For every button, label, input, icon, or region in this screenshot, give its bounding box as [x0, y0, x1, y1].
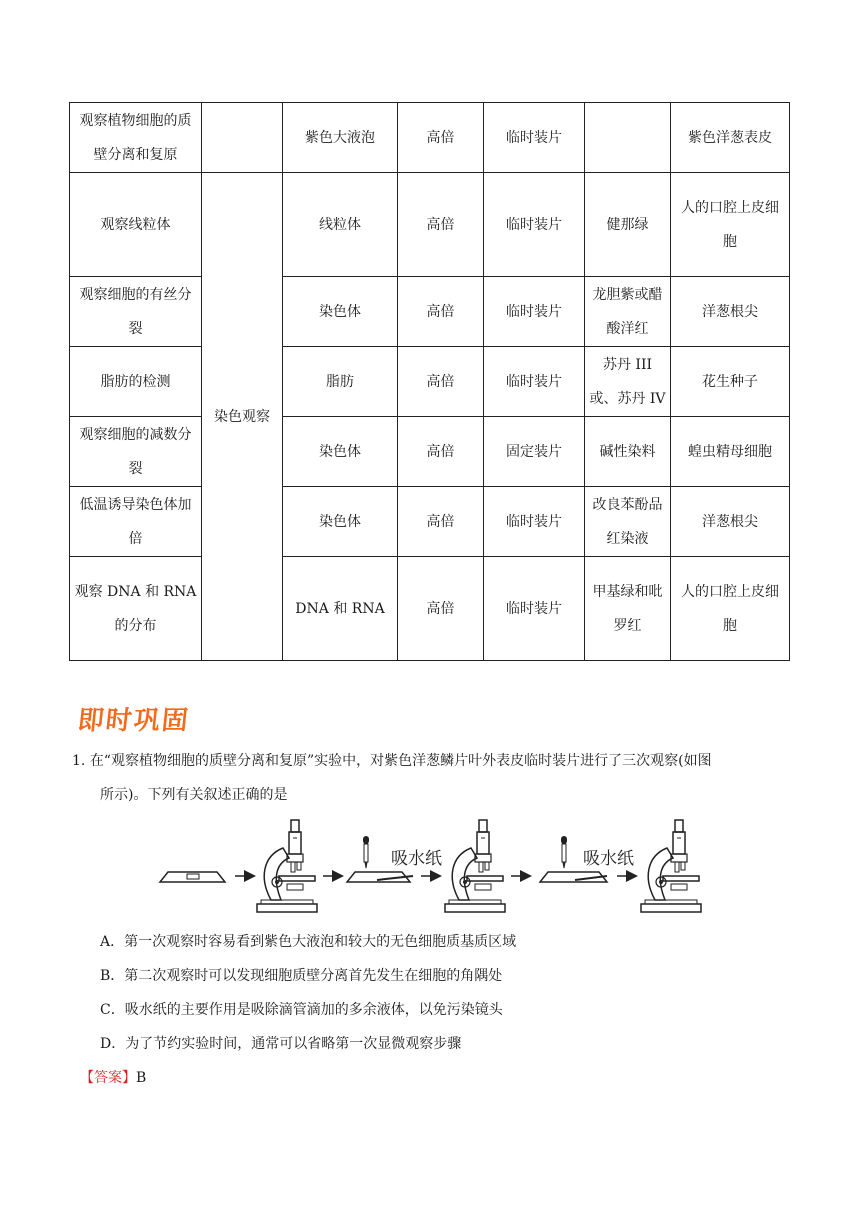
table-cell: 高倍: [398, 487, 484, 557]
table-cell: 观察 DNA 和 RNA 的分布: [70, 557, 202, 661]
table-row: [70, 347, 790, 417]
table-cell: 紫色大液泡: [283, 103, 398, 173]
question-stem: [72, 744, 792, 812]
table-cell: 高倍: [398, 347, 484, 417]
table-cell: 染色体: [283, 487, 398, 557]
table-row: [70, 487, 790, 557]
table-cell: 脂肪: [283, 347, 398, 417]
table-cell: 观察线粒体: [70, 173, 202, 277]
answer: [80, 1068, 146, 1088]
table-row: [70, 277, 790, 347]
table-cell: 人的口腔上皮细胞: [671, 557, 790, 661]
table-cell-merged-method: 染色观察: [202, 173, 283, 661]
table-cell: 临时装片: [484, 173, 585, 277]
table-cell: 高倍: [398, 277, 484, 347]
table-cell: 观察细胞的减数分裂: [70, 417, 202, 487]
dropper-icon: [363, 836, 369, 868]
question-line-1: 在“观察植物细胞的质壁分离和复原”实验中，对紫色洋葱鳞片叶外表皮临时装片进行了三次观察(如图: [89, 753, 712, 769]
table-cell: 临时装片: [484, 557, 585, 661]
dropper-icon: [561, 836, 567, 868]
table-cell: 花生种子: [671, 347, 790, 417]
table-cell: 人的口腔上皮细胞: [671, 173, 790, 277]
table-row: [70, 103, 790, 173]
table-cell: DNA 和 RNA: [283, 557, 398, 661]
option-c: C．吸水纸的主要作用是吸除滴管滴加的多余液体，以免污染镜头: [100, 1002, 503, 1018]
table-cell: 改良苯酚品红染液: [585, 487, 671, 557]
table-cell: 观察细胞的有丝分裂: [70, 277, 202, 347]
table-cell: 临时装片: [484, 277, 585, 347]
table-cell: 临时装片: [484, 103, 585, 173]
table-cell: 碱性染料: [585, 417, 671, 487]
table-cell: 高倍: [398, 173, 484, 277]
question-number: 1.: [72, 753, 86, 769]
table-cell: 临时装片: [484, 487, 585, 557]
table-cell: 固定装片: [484, 417, 585, 487]
experiment-table: [69, 102, 790, 661]
table-cell: 洋葱根尖: [671, 487, 790, 557]
section-title: 即时巩固: [76, 706, 192, 736]
glass-slide: [160, 872, 225, 882]
microscope-icon: [257, 820, 317, 912]
question-line-2: 所示)。下列有关叙述正确的是: [100, 787, 288, 803]
table-cell: 洋葱根尖: [671, 277, 790, 347]
table-cell: 高倍: [398, 417, 484, 487]
table-cell: 高倍: [398, 557, 484, 661]
table-cell: 染色体: [283, 277, 398, 347]
table-cell: 紫色洋葱表皮: [671, 103, 790, 173]
table-cell: 观察植物细胞的质壁分离和复原: [70, 103, 202, 173]
table-cell: 线粒体: [283, 173, 398, 277]
table-cell: 临时装片: [484, 347, 585, 417]
table-cell: [585, 103, 671, 173]
answer-label: 【答案】: [80, 1070, 136, 1086]
table-row: [70, 417, 790, 487]
experiment-figure: [155, 814, 720, 914]
table-cell: 脂肪的检测: [70, 347, 202, 417]
option-b: B．第二次观察时可以发现细胞质壁分离首先发生在细胞的角隅处: [100, 968, 503, 984]
table-cell: 龙胆紫或醋酸洋红: [585, 277, 671, 347]
table-row: [70, 173, 790, 277]
table-cell: 甲基绿和吡罗红: [585, 557, 671, 661]
glass-slide: [347, 872, 413, 882]
table-cell: 蝗虫精母细胞: [671, 417, 790, 487]
glass-slide: [540, 872, 607, 882]
answer-value: B: [136, 1070, 147, 1086]
option-d: D．为了节约实验时间，通常可以省略第一次显微观察步骤: [100, 1036, 462, 1052]
table-cell: 低温诱导染色体加倍: [70, 487, 202, 557]
table-cell: 苏丹 III 或、苏丹 IV: [585, 347, 671, 417]
blotting-paper-label: 吸水纸: [391, 849, 442, 869]
table-cell: 高倍: [398, 103, 484, 173]
microscope-icon: [641, 820, 701, 912]
table-cell: 健那绿: [585, 173, 671, 277]
table-row: [70, 557, 790, 661]
table-cell: 染色体: [283, 417, 398, 487]
blotting-paper-label: 吸水纸: [583, 849, 634, 869]
table-cell: [202, 103, 283, 173]
microscope-icon: [445, 820, 505, 912]
option-a: A．第一次观察时容易看到紫色大液泡和较大的无色细胞质基质区域: [100, 934, 517, 950]
